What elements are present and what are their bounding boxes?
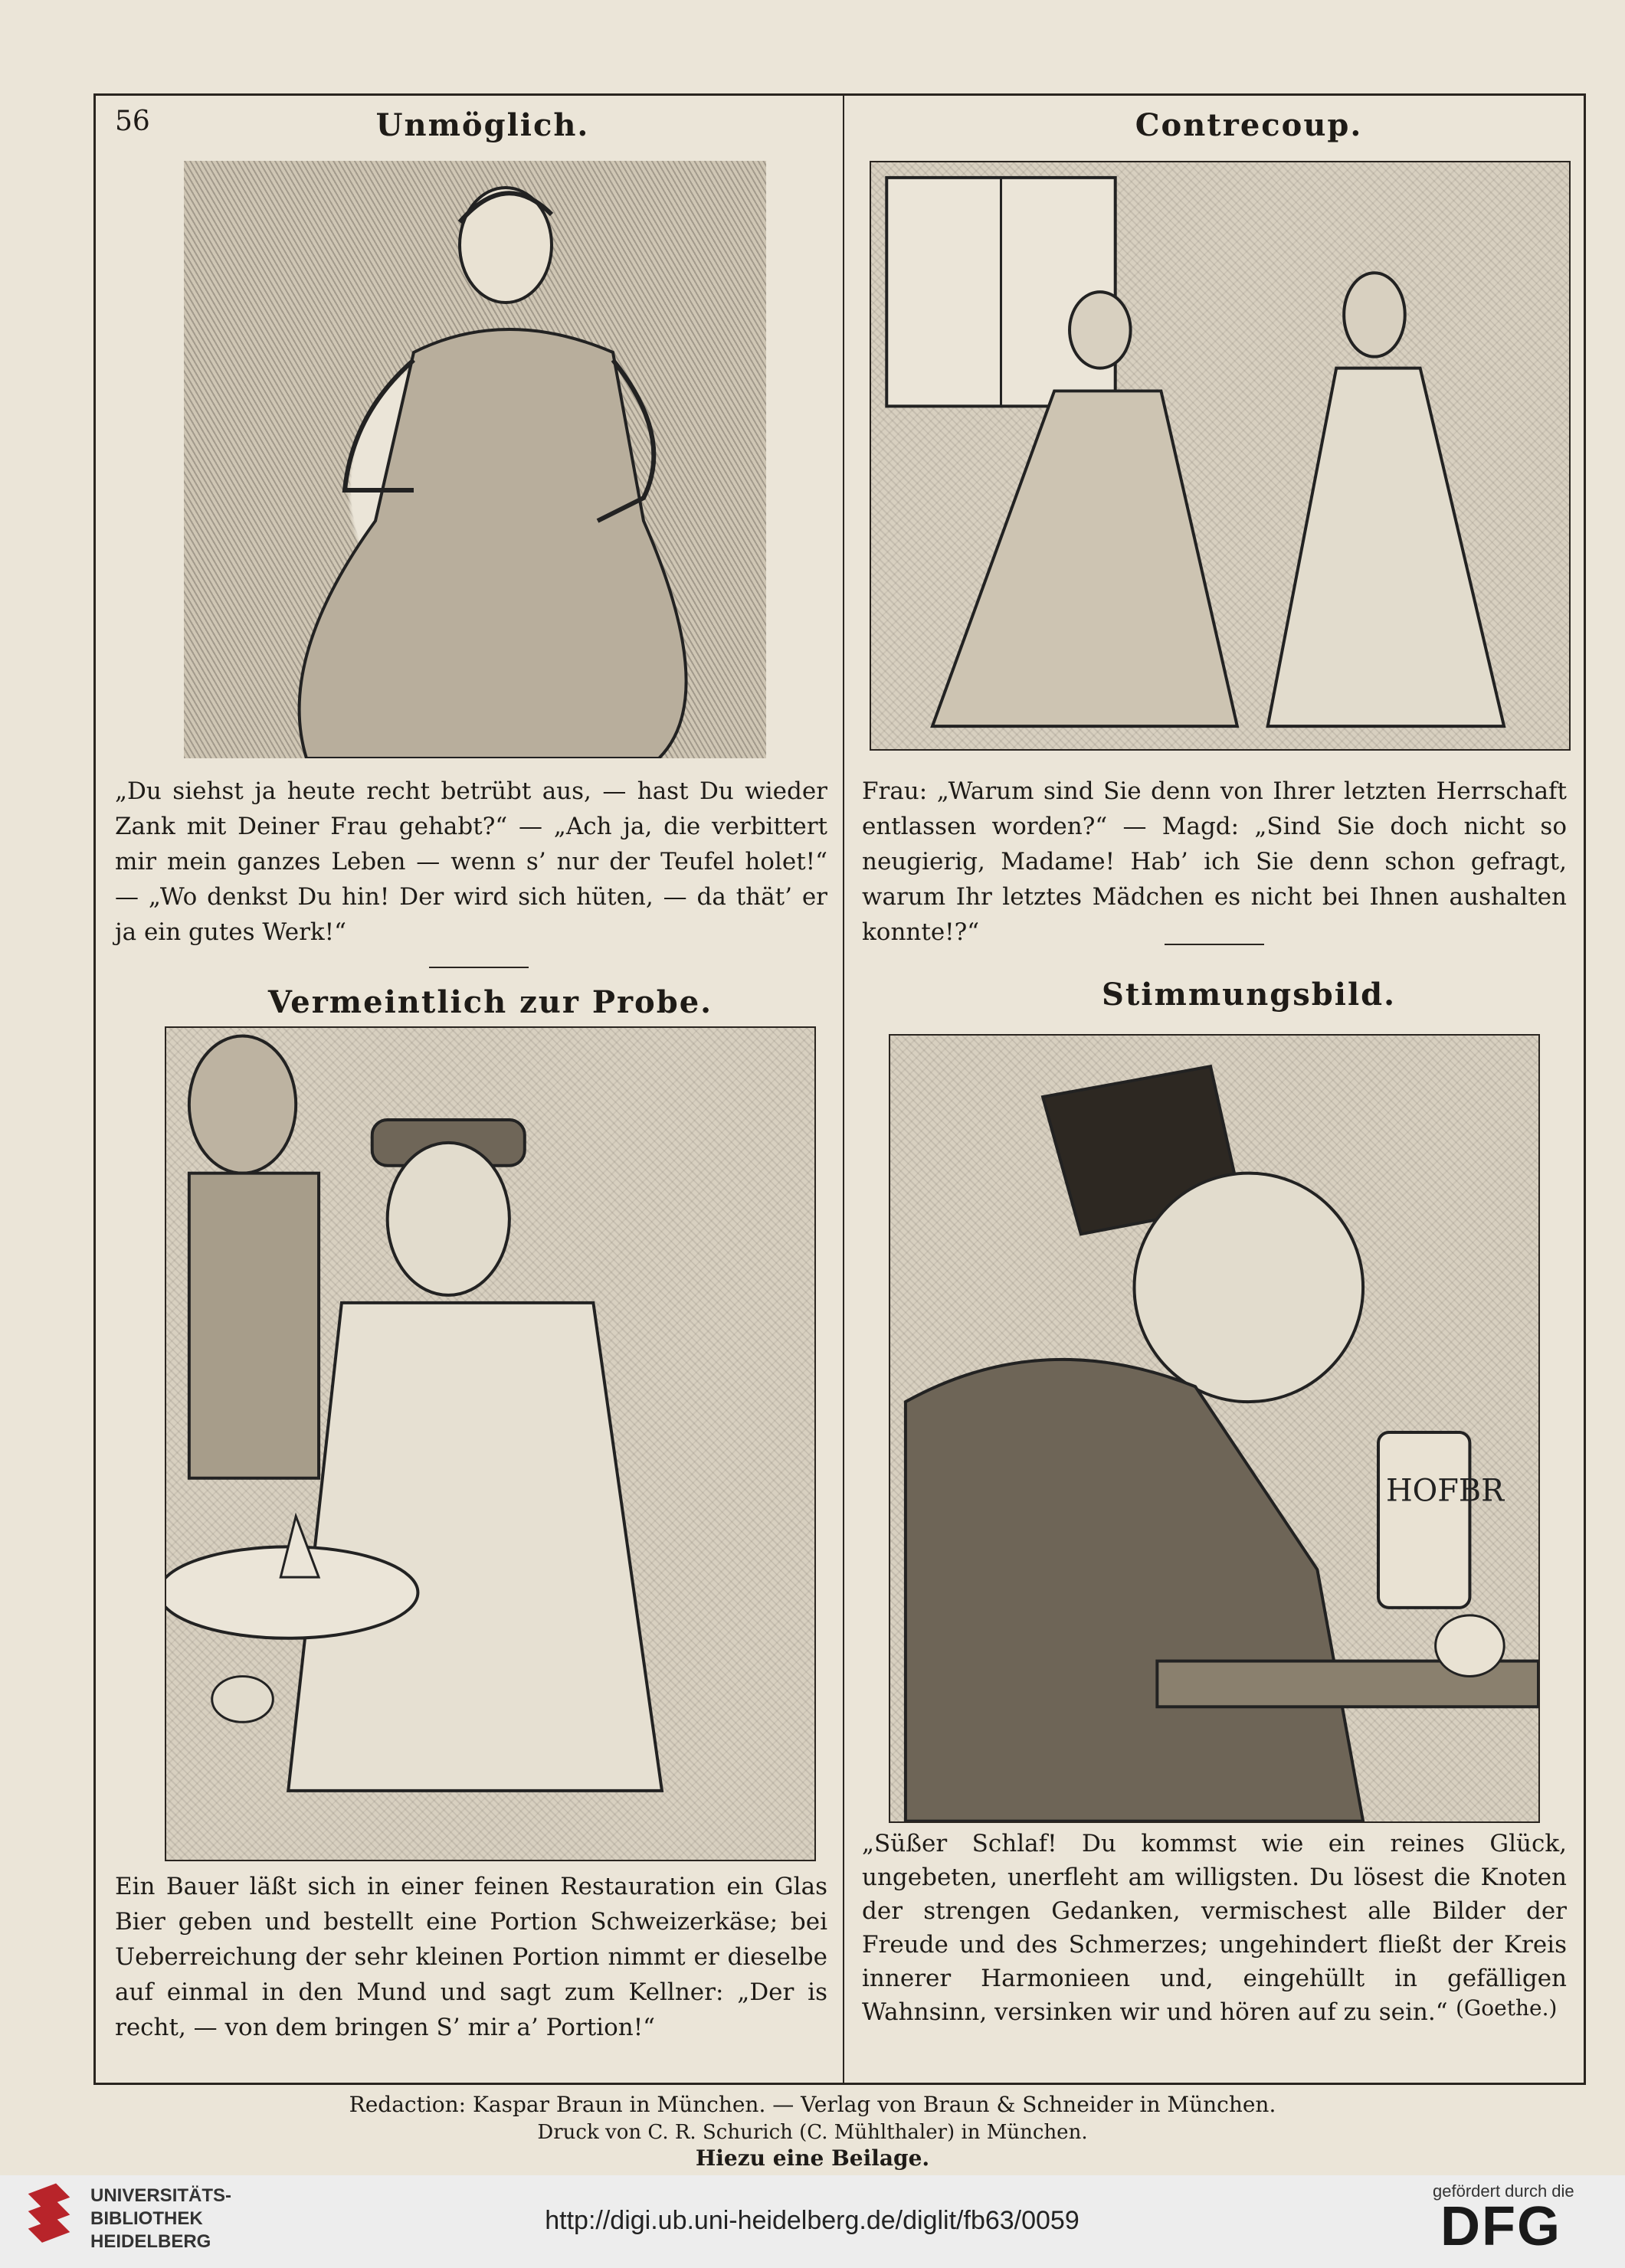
attribution: (Goethe.) <box>1456 1995 1558 2021</box>
illustration-peasant-in-restaurant <box>165 1026 816 1861</box>
caption-text: Frau: „Warum sind Sie denn von Ihrer letzten Herrschaft entlassen worden?“ — Magd: „Sind Sie doch nicht so neugierig, Madame! Hab’ ich Sie denn schon gefragt, warum Ihr letztes Mädchen es nicht bei Ihnen aushalten konnte!?“ <box>862 777 1567 946</box>
separator-rule <box>429 967 529 968</box>
illustration-woman-hands-on-hips <box>184 161 766 758</box>
library-name[interactable]: UNIVERSITÄTS- BIBLIOTHEK HEIDELBERG <box>90 2185 232 2252</box>
mug-label: HOFBR <box>1385 1473 1505 1509</box>
woman-figure-drawing <box>184 161 766 758</box>
imprint-line-3: Hiezu eine Beilage. <box>695 2145 930 2171</box>
panel-title-vermeintlich: Vermeintlich zur Probe. <box>267 984 713 1020</box>
imprint-line-2: Druck von C. R. Schurich (C. Mühlthaler) in München. <box>537 2121 1088 2144</box>
panel-title-unmoeglich: Unmöglich. <box>375 107 590 143</box>
peasant-drawing <box>166 1028 814 1860</box>
funded-by-label: gefördert durch die <box>1433 2181 1574 2201</box>
imprint-line-1: Redaction: Kaspar Braun in München. — Verlag von Braun & Schneider in München. <box>349 2092 1276 2117</box>
panel-title-contrecoup: Contrecoup. <box>1135 107 1363 143</box>
column-divider <box>843 95 844 2083</box>
lady-and-maid-drawing <box>871 162 1569 749</box>
illustration-lady-and-maid <box>870 161 1571 751</box>
dfg-logo[interactable]: DFG <box>1440 2196 1561 2257</box>
page-number: 56 <box>115 106 150 137</box>
caption-text: „Du siehst ja heute recht betrübt aus, — hast Du wieder Zank mit Deiner Frau gehabt?“ — „Ach ja, die verbittert mir mein ganzes Leben — wenn s’ nur der Teufel holet!“ — „Wo denkst Du hin! Der wird sich hüten, — da thät’ er ja ein gutes Werk!“ <box>115 777 827 946</box>
panel-title-stimmungsbild: Stimmungsbild. <box>1101 977 1397 1013</box>
caption-contrecoup <box>862 774 1567 950</box>
caption-text: „Süßer Schlaf! Du kommst wie ein reines Glück, ungebeten, unerfleht am willigsten. Du lösest die Knoten der strengen Gedanken, vermischest alle Bilder der Freude und des Schmerzes; ungehindert fließt der Kreis innerer Harmonieen und, eingehüllt in gefälligen Wahnsinn, versinken wir und hören auf zu sein.“ <box>862 1830 1567 2026</box>
caption-vermeintlich <box>115 1869 827 2045</box>
caption-text: Ein Bauer läßt sich in einer feinen Restauration ein Glas Bier geben und bestellt eine Portion Schweizerkäse; bei Ueberreichung der sehr kleinen Portion nimmt er dieselbe auf einmal in den Mund und sagt zum Kellner: „Der is recht, — von dem bringen S’ mir a’ Portion!“ <box>115 1873 827 2041</box>
permalink-url[interactable]: http://digi.ub.uni-heidelberg.de/diglit/fb63/0059 <box>545 2206 1080 2235</box>
library-logo-icon[interactable] <box>18 2180 80 2257</box>
illustration-sleeping-man-with-beer <box>889 1034 1540 1823</box>
sleeping-man-drawing <box>890 1036 1538 1821</box>
caption-unmoeglich <box>115 774 827 950</box>
separator-rule <box>1165 944 1264 945</box>
